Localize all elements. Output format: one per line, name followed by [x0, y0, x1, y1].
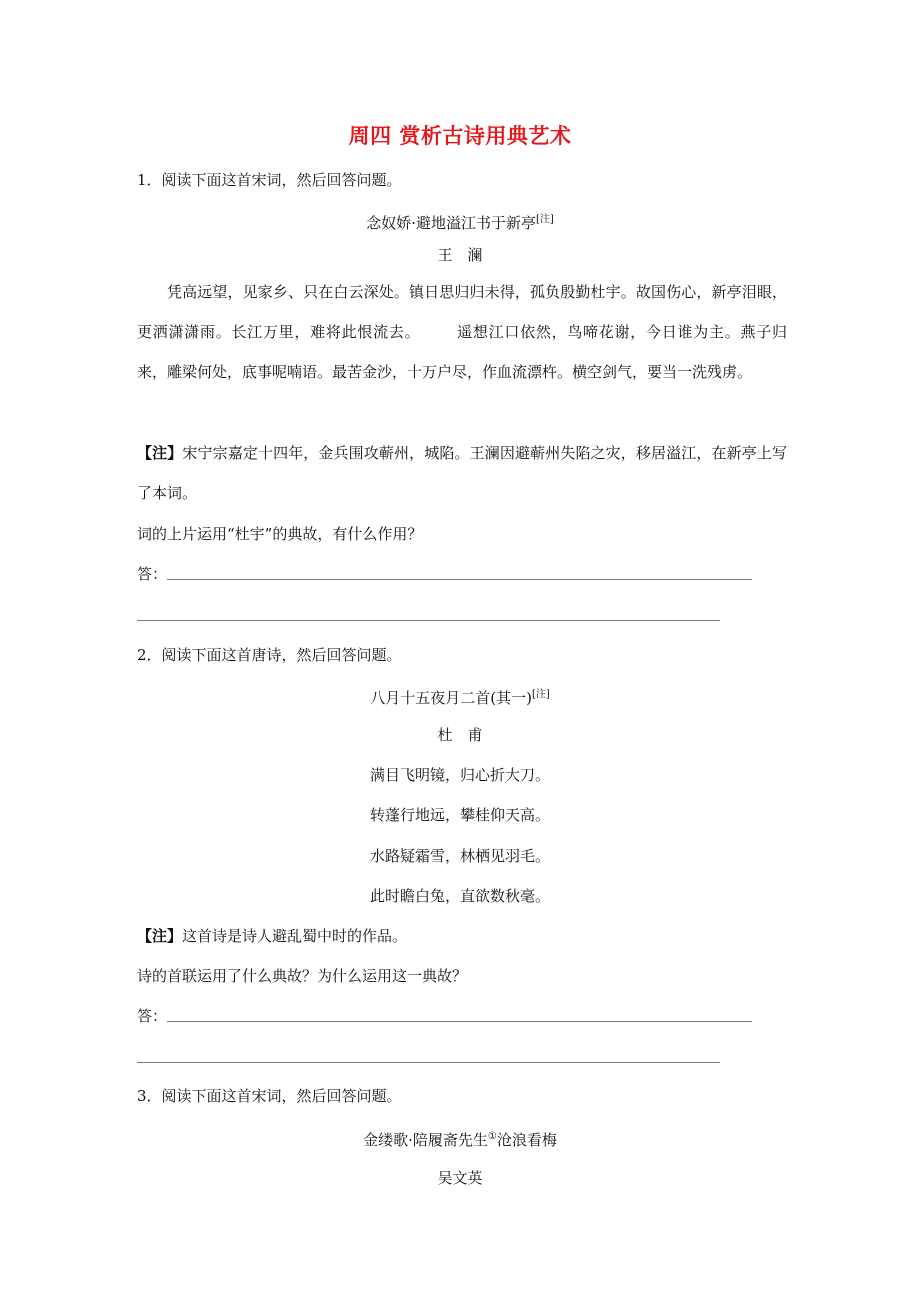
- q2-poem-line-1: 满目飞明镜，归心折大刀。: [369, 766, 550, 784]
- q2-answer-line-1[interactable]: [167, 1021, 752, 1022]
- q3-poem-title-a: 金缕歌·陪履斋先生: [363, 1131, 488, 1149]
- q1-poem-title: [0, 210, 920, 233]
- q2-poem-line-2: 转蓬行地远，攀桂仰天高。: [369, 806, 550, 824]
- q3-intro: 3．阅读下面这首宋词，然后回答问题。: [137, 1087, 402, 1105]
- q2-poem-line-4: 此时瞻白兔，直欲数秋毫。: [369, 887, 550, 905]
- q1-author: 王 澜: [437, 246, 483, 264]
- q2-poem-title: [0, 685, 920, 708]
- q2-answer-line-2[interactable]: [137, 1062, 720, 1063]
- q2-intro: 2．阅读下面这首唐诗，然后回答问题。: [137, 646, 402, 664]
- q1-note-tag: 【注】: [137, 444, 183, 462]
- q3-poem-title: [0, 1127, 920, 1150]
- q2-poem-line-3: 水路疑霜雪，林栖见羽毛。: [369, 847, 550, 865]
- q2-note-tag: 【注】: [137, 927, 183, 945]
- q2-note-text: 这首诗是诗人避乱蜀中时的作品。: [182, 927, 408, 945]
- page-title: 周四 赏析古诗用典艺术: [348, 124, 572, 148]
- q1-intro: 1．阅读下面这首宋词，然后回答问题。: [137, 171, 402, 189]
- q2-author: 杜 甫: [437, 726, 483, 744]
- q2-note: [137, 926, 407, 946]
- q1-note-text: 宋宁宗嘉定十四年，金兵围攻蕲州，城陷。王澜因避蕲州失陷之灾，移居溢江，在新亭上写了本词。: [137, 444, 787, 502]
- q1-note: [137, 433, 787, 513]
- q3-author: 吴文英: [437, 1169, 483, 1187]
- q1-answer-line-1[interactable]: [167, 579, 752, 580]
- q2-poem-note-mark: [注]: [531, 689, 550, 700]
- q1-poem-title-text: 念奴娇·避地溢江书于新亭: [366, 214, 536, 232]
- q3-poem-title-mark: ①: [487, 1131, 497, 1142]
- q1-answer-label: 答：: [137, 565, 168, 583]
- q2-poem-title-text: 八月十五夜月二首(其一): [370, 689, 532, 707]
- q3-poem-title-b: 沧浪看梅: [496, 1131, 557, 1149]
- q2-question: 诗的首联运用了什么典故？为什么运用这一典故？: [137, 967, 468, 985]
- q1-answer-line-2[interactable]: [137, 620, 720, 621]
- q1-poem-note-mark: [注]: [535, 214, 554, 225]
- q1-body-part2: 遥想江口依然，鸟啼花谢，今日谁为主。燕子归来，雕梁何处，底事呢喃语。最苦金沙，十万户尽，作血流漂杵。横空剑气，要当一洗残虏。: [137, 323, 787, 381]
- q1-body-part1: 凭高远望，见家乡、只在白云深处。镇日思归归未得，孤负殷勤杜宇。故国伤心，新亭泪眼，更洒潇潇雨。长江万里，难将此恨流去。: [137, 283, 787, 341]
- q1-poem-body: [137, 272, 787, 392]
- q1-question: 词的上片运用“杜宇”的典故，有什么作用？: [137, 525, 423, 543]
- q2-answer-label: 答：: [137, 1007, 168, 1025]
